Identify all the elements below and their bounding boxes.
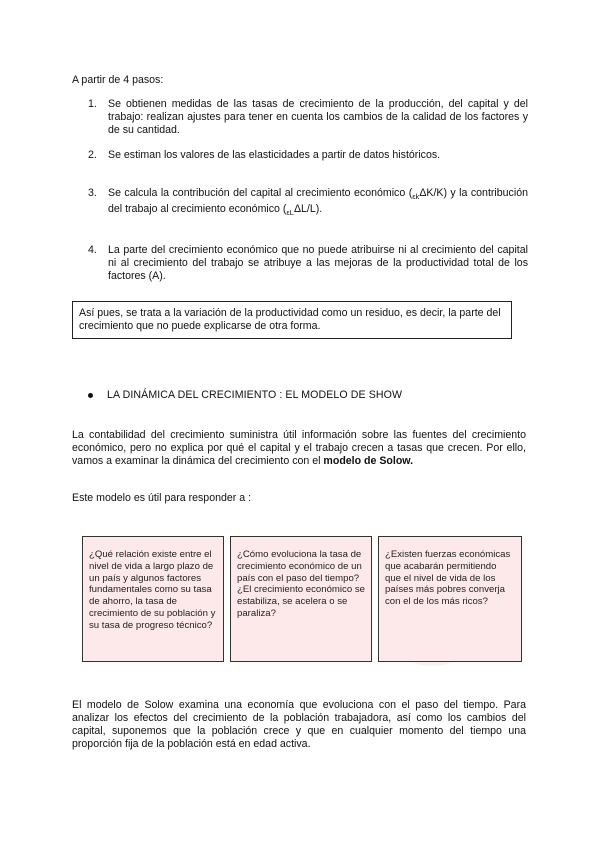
step-number: 2.	[88, 149, 97, 161]
step-text: Se obtienen medidas de las tasas de crecimiento de la producción, del capital y del trabajo: realizan ajustes para tener en cuenta los cambios de la calidad de los factores y de su cantidad.	[108, 98, 528, 136]
intro-text: A partir de 4 pasos:	[72, 74, 164, 86]
steps-list	[88, 98, 528, 283]
step-text: ΔK/K) y la contribución del trabajo al crecimiento económico (	[108, 187, 528, 216]
paragraph-solow-model: El modelo de Solow examina una economía que evoluciona con el paso del tiempo. Para analizar los efectos del crecimiento de la población trabajadora, así como los cambios del capital, suponemos que la población crece y que en cualquier momento del tiempo una proporción fija de la población está en edad activa.	[72, 699, 526, 750]
questions-group	[82, 536, 522, 662]
section-heading	[88, 389, 402, 402]
epsilon-k-subscript: εk	[412, 192, 420, 202]
callout-box	[72, 301, 512, 339]
bold-model-name: modelo de Solow.	[323, 455, 414, 467]
epsilon-l-subscript: εL	[286, 208, 294, 218]
callout-text: Así pues, se trata a la variación de la productividad como un residuo, es decir, la parte del crecimiento que no puede explicarse de otra forma.	[79, 307, 501, 332]
paragraph-text: La contabilidad del crecimiento suministra útil información sobre las fuentes del crecimiento económico, pero no explica por qué el capital y el trabajo crecen a tasas que crecen. Por ello, vamos a examinar la dinámica del crecimiento con el	[72, 429, 526, 467]
paragraph-model-usefulness: Este modelo es útil para responder a :	[72, 492, 252, 504]
step-text: Se estiman los valores de las elasticidades a partir de datos históricos.	[108, 149, 441, 161]
step-text: La parte del crecimiento económico que no puede atribuirse ni al crecimiento del capital ni al crecimiento del trabajo se atribuye a las mejoras de la productividad total de los factores (A).	[108, 244, 528, 283]
heading-text: LA DINÁMICA DEL CRECIMIENTO : EL MODELO DE SHOW	[107, 389, 403, 401]
question-box: ¿Cómo evoluciona la tasa de crecimiento económico de un país con el paso del tiempo? ¿El crecimiento económico se estabiliza, se acelera o se paraliza?	[230, 536, 372, 662]
step-number: 1.	[88, 98, 97, 110]
step-text: Se calcula la contribución del capital al crecimiento económico (	[108, 187, 413, 199]
paragraph-growth-accounting	[72, 429, 526, 468]
question-box: ¿Qué relación existe entre el nivel de vida a largo plazo de un país y algunos factores fundamentales como su tasa de ahorro, la tasa de crecimiento de su población y su tasa de progreso técnico?	[82, 536, 224, 662]
step-number: 3.	[88, 187, 97, 199]
step-number: 4.	[88, 244, 97, 257]
step-text: ΔL/L).	[293, 203, 323, 216]
list-item	[88, 149, 528, 162]
list-item	[88, 98, 528, 137]
question-box: ¿Existen fuerzas económicas que acabarán permitiendo que el nivel de vida de los países más pobres converja con el de los más ricos?	[378, 536, 522, 662]
bullet-icon	[88, 393, 93, 398]
list-item	[88, 187, 528, 219]
list-item	[88, 244, 528, 283]
